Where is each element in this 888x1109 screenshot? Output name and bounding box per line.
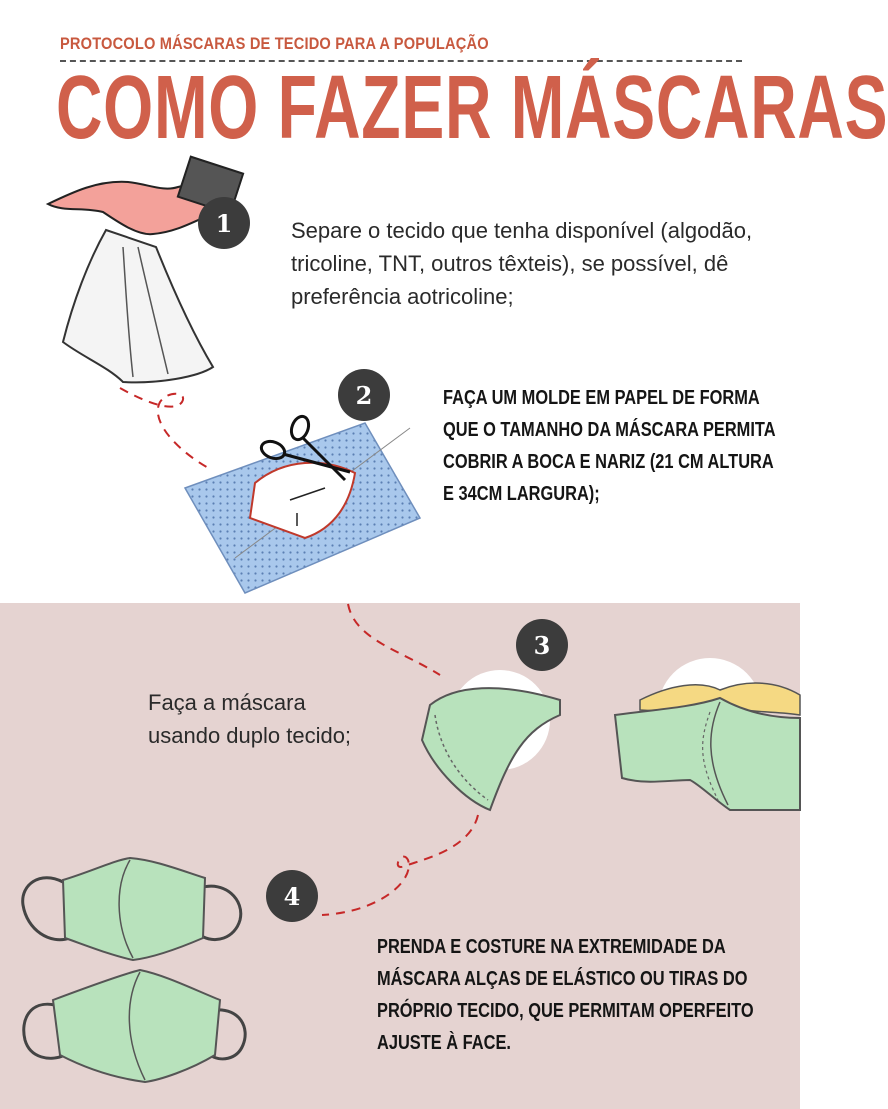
step-number-badge-2: 2 <box>338 369 390 421</box>
finished-masks-illustration <box>15 850 255 1090</box>
fabric-pattern-scissors-illustration <box>175 388 435 608</box>
mask-fabric-pieces-illustration <box>410 660 800 820</box>
kicker-text: PROTOCOLO MÁSCARAS DE TECIDO PARA A POPULAÇÃO <box>60 34 489 53</box>
hand-holding-fabric-illustration <box>28 152 278 392</box>
page-title: COMO FAZER MÁSCARAS <box>56 58 888 158</box>
step-number-badge-3: 3 <box>516 619 568 671</box>
step-4-text: PRENDA E COSTURE NA EXTREMIDADE DA MÁSCARA ALÇAS DE ELÁSTICO OU TIRAS DO PRÓPRIO TECIDO, QUE PERMITAM OPERFEITO AJUSTE À FACE. <box>377 936 754 1054</box>
step-1-text: Separe o tecido que tenha disponível (algodão, tricoline, TNT, outros têxteis), se possível, dê preferência aotricoline; <box>291 218 753 309</box>
step-number-badge-4: 4 <box>266 870 318 922</box>
step-2-text: FAÇA UM MOLDE EM PAPEL DE FORMA QUE O TAMANHO DA MÁSCARA PERMITA COBRIR A BOCA E NARIZ (21 CM ALTURA E 34CM LARGURA); <box>443 387 775 505</box>
step-number-badge-1: 1 <box>198 197 250 249</box>
step-3-text: Faça a máscara usando duplo tecido; <box>148 690 352 748</box>
